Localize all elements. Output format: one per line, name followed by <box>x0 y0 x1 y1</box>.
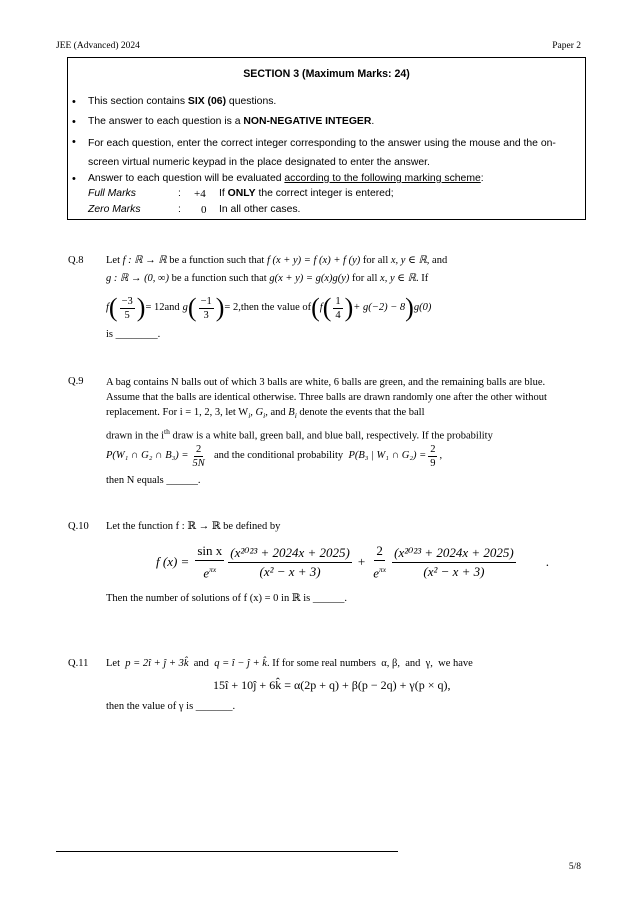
zero-marks-label: Zero Marks <box>88 204 141 215</box>
bullet-icon: • <box>72 96 76 108</box>
question-number-8: Q.8 <box>68 255 84 266</box>
q9-probability-line: P(W₁ ∩ G₂ ∩ B₃) = $\frac{2}{5N}$ and the conditional probability P(B₃ | W₁ ∩ G₂) = $\frac{2}{9}$ , <box>106 443 443 469</box>
full-marks-text: If ONLY the correct integer is entered; <box>219 188 394 199</box>
q10-function-definition: f (x) = $\frac{\text{sin x}}{e^{\pi x}}$ $\frac{\text{(x²⁰²³ + 2024x + 2025)}}{\text{(x² − x + 3)}}$ + $\frac{2}{e^{\pi x}}$ $\frac{\text{(x²⁰²³ + 2024x + 2025)}}{\text{(x² − x + 3)}}$ . <box>156 542 550 581</box>
q9-paragraph: A bag contains N balls out of which 3 balls are white, 6 balls are green, and the remaining balls are blue. Assume that the balls are identical otherwise. Three balls are drawn randomly one after the other without replacement. For i = 1, 2, 3, let $W_i$, $G_i$, and $B_i$ denote the events that the ball <box>106 377 547 421</box>
section-title: SECTION 3 (Maximum Marks: 24) <box>243 68 410 80</box>
question-number-10: Q.10 <box>68 521 89 532</box>
question-number-11: Q.11 <box>68 658 89 669</box>
instruction-2: The answer to each question is a NON-NEGATIVE INTEGER. <box>88 116 375 127</box>
q8-line-2: g : ℝ → (0, ∞) be a function such that g(x + y) = g(x)g(y) for all x, y ∈ ℝ. If <box>106 273 429 284</box>
page-number: 5/8 <box>568 862 581 872</box>
q8-answer-blank: is ________. <box>106 329 161 340</box>
q11-line-1: Let p = 2î + ĵ + 3k̂ and q = î − ĵ + k̂. If for some real numbers α, β, and γ, we have <box>106 658 473 669</box>
bullet-icon: • <box>72 173 76 185</box>
instruction-4: Answer to each question will be evaluated according to the following marking scheme: <box>88 173 484 184</box>
zero-marks-text: In all other cases. <box>219 204 301 215</box>
q8-line-3: f ( $\frac{-3}{5}$ ) = 12 and g ( $\frac{-1}{3}$ ) = 2, then the value of ( f ( $\frac{1}{4}$ ) + g(−2) − 8 ) g(0) <box>106 293 432 322</box>
q11-answer-blank: then the value of γ is _______. <box>106 701 236 712</box>
q10-answer-blank: Then the number of solutions of f (x) = 0 in ℝ is ______. <box>106 593 347 604</box>
q11-vector-equation: 15î + 10ĵ + 6k̂ = α(2p + q) + β(p − 2q) + γ(p × q), <box>213 678 451 692</box>
instruction-1: This section contains SIX (06) questions. <box>88 96 277 107</box>
q8-line-1: Let f : ℝ → ℝ be a function such that f (x + y) = f (x) + f (y) for all x, y ∈ ℝ, and <box>106 255 448 266</box>
full-marks-value: +4 <box>194 188 206 200</box>
full-marks-colon: : <box>178 188 181 199</box>
question-number-9: Q.9 <box>68 376 84 387</box>
q9-line-4: drawn in the $i^{th}$ draw is a white ball, green ball, and blue ball, respectively. If the probability <box>106 427 493 442</box>
footer-rule <box>56 851 398 852</box>
header-paper-number: Paper 2 <box>552 41 581 51</box>
instruction-3: For each question, enter the correct integer corresponding to the answer using the mouse and the on-screen virtual numeric keypad in the place designated to enter the answer. <box>88 138 556 168</box>
q9-answer-blank: then N equals ______. <box>106 475 201 486</box>
bullet-icon: • <box>72 116 76 128</box>
q10-line-1: Let the function f : ℝ → ℝ be defined by <box>106 521 281 532</box>
full-marks-label: Full Marks <box>88 188 136 199</box>
header-exam-name: JEE (Advanced) 2024 <box>56 41 140 51</box>
bullet-icon: • <box>72 136 76 148</box>
zero-marks-value: 0 <box>201 204 207 216</box>
zero-marks-colon: : <box>178 204 181 215</box>
section-instructions-box <box>67 57 586 220</box>
